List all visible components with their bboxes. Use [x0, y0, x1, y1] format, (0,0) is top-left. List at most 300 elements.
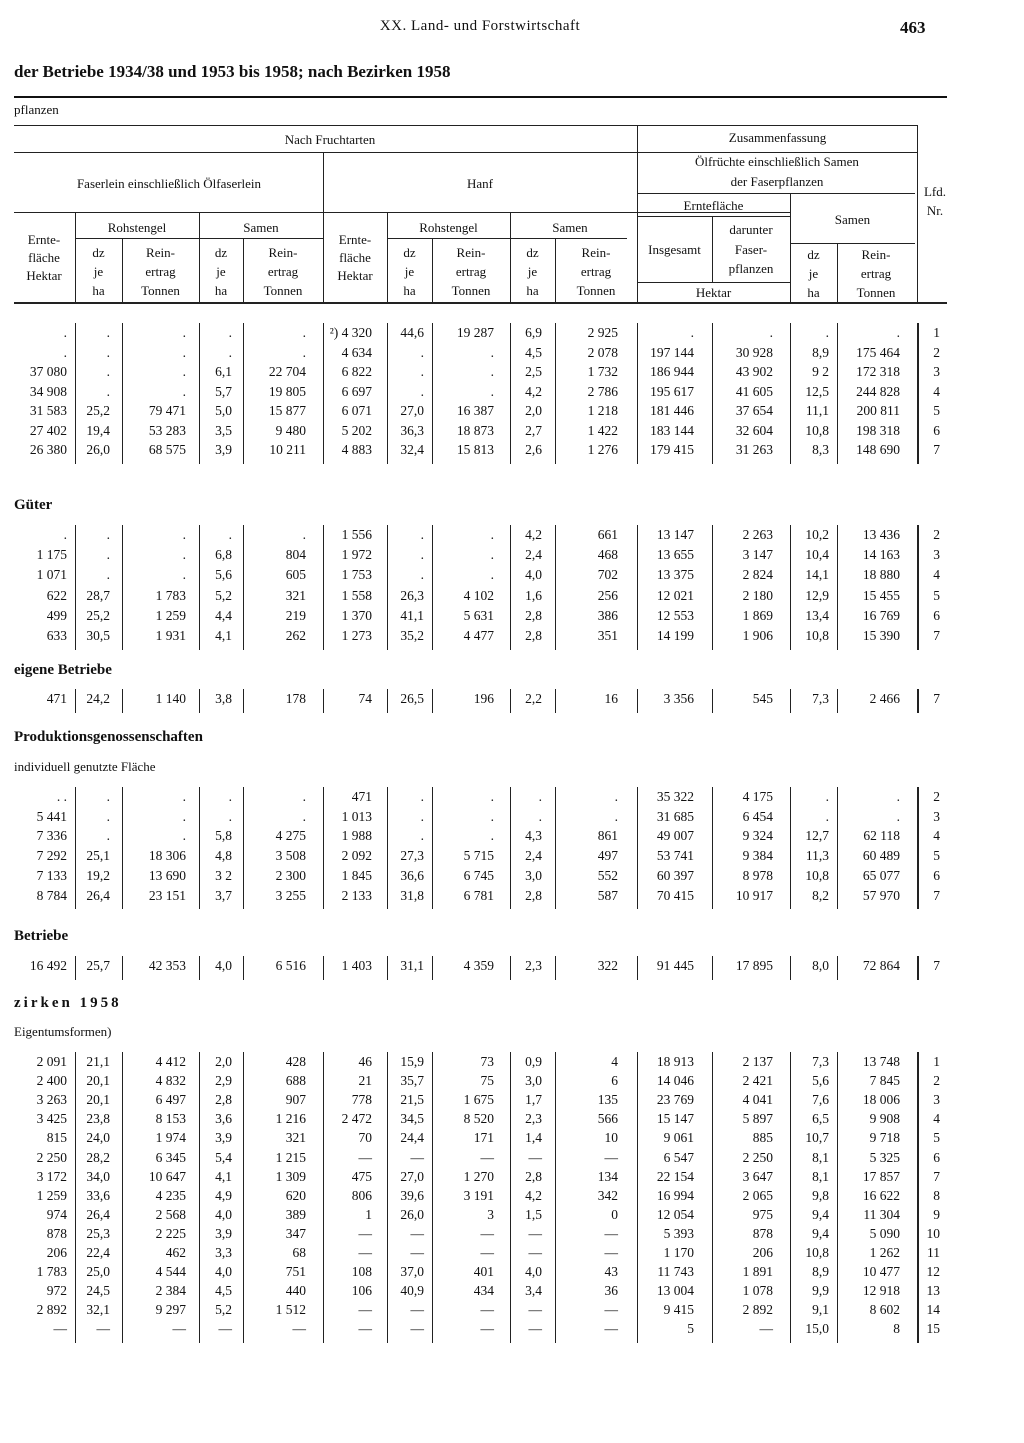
- table-row: [0, 691, 1024, 711]
- table-row: [0, 1092, 1024, 1111]
- header-dz: dz: [214, 245, 228, 260]
- row-number: 12: [926, 1264, 940, 1280]
- table-cell: 2 092: [341, 848, 372, 864]
- table-cell: 4,2: [525, 383, 542, 399]
- table-cell: 2 065: [742, 1187, 773, 1203]
- table-cell: 22,4: [86, 1245, 110, 1260]
- table-cell: .: [63, 527, 67, 542]
- table-cell: 8 978: [742, 867, 773, 883]
- table-cell: 2 892: [742, 1302, 773, 1318]
- table-cell: .: [302, 325, 306, 340]
- table-cell: 3 425: [36, 1111, 67, 1127]
- table-cell: .: [825, 789, 829, 804]
- table-cell: .: [302, 808, 306, 824]
- table-cell: .: [106, 789, 110, 804]
- header-je: je: [93, 264, 104, 279]
- table-row: [0, 1245, 1024, 1264]
- table-cell: 20,1: [86, 1073, 110, 1089]
- table-cell: 3,7: [215, 887, 232, 903]
- table-cell: 1,6: [525, 587, 542, 603]
- table-cell: 2,8: [525, 887, 542, 903]
- row-number: 4: [933, 1111, 940, 1127]
- table-cell: 2,0: [525, 403, 542, 418]
- table-cell: 13 436: [862, 527, 900, 542]
- table-cell: .: [182, 325, 186, 340]
- table-cell: —: [480, 1302, 494, 1318]
- table-cell: .: [106, 808, 110, 824]
- table-cell: 6 547: [663, 1149, 694, 1165]
- table-cell: 25,7: [86, 958, 110, 973]
- table-cell: .: [490, 364, 494, 379]
- table-cell: 2 384: [155, 1283, 186, 1299]
- table-cell: 5 325: [869, 1149, 900, 1165]
- table-cell: 27 402: [29, 422, 67, 438]
- section-title: Güter: [14, 497, 53, 513]
- table-row: [0, 1264, 1024, 1283]
- table-cell: 2 091: [36, 1054, 67, 1069]
- table-cell: 53 283: [148, 422, 186, 438]
- section-title: Produktionsgenossenschaften: [14, 729, 203, 745]
- table-cell: 2,9: [215, 1073, 232, 1089]
- table-cell: 6,5: [812, 1111, 829, 1127]
- table-cell: 8,1: [812, 1149, 829, 1165]
- table-cell: 661: [597, 527, 618, 542]
- table-cell: 8 602: [869, 1302, 900, 1318]
- table-cell: —: [410, 1321, 424, 1337]
- row-number: 2: [933, 344, 940, 360]
- table-cell: 10,8: [805, 628, 829, 643]
- table-cell: 3,5: [215, 422, 232, 438]
- table-cell: —: [410, 1149, 424, 1165]
- table-cell: 171: [473, 1130, 494, 1146]
- table-cell: 6 071: [341, 403, 372, 418]
- table-cell: 14,1: [805, 567, 829, 583]
- table-cell: 1 175: [36, 547, 67, 563]
- table-cell: 9,1: [812, 1302, 829, 1318]
- table-cell: 7 845: [869, 1073, 900, 1089]
- header-ha: ha: [214, 283, 228, 298]
- table-cell: —: [604, 1225, 618, 1241]
- table-cell: 4 832: [155, 1073, 186, 1089]
- table-cell: 9,4: [812, 1225, 829, 1241]
- table-cell: 23 769: [656, 1092, 694, 1108]
- table-cell: .: [490, 828, 494, 844]
- header-zusammenfassung: Zusammenfassung: [728, 130, 827, 145]
- table-cell: 60 397: [656, 867, 694, 883]
- table-cell: 1 309: [275, 1168, 306, 1184]
- table-cell: 31,8: [400, 887, 424, 903]
- header-rein: Rein-: [146, 245, 175, 260]
- table-row: [0, 527, 1024, 547]
- table-cell: 43 902: [735, 364, 773, 379]
- row-number: 13: [926, 1283, 940, 1299]
- table-cell: 2 786: [587, 383, 618, 399]
- table-cell: 1 906: [742, 628, 773, 643]
- table-cell: —: [528, 1149, 542, 1165]
- table-cell: .: [420, 364, 424, 379]
- table-cell: 2 133: [341, 887, 372, 903]
- table-cell: 4,0: [215, 958, 232, 973]
- header-dz: dz: [92, 245, 105, 260]
- table-cell: 3 255: [275, 887, 306, 903]
- table-cell: 322: [597, 958, 618, 973]
- table-cell: 4: [611, 1054, 618, 1069]
- table-cell: 342: [597, 1187, 618, 1203]
- table-cell: 5: [687, 1321, 694, 1337]
- table-cell: 440: [285, 1283, 306, 1299]
- table-cell: 8,0: [812, 958, 829, 973]
- table-cell: 17 895: [735, 958, 773, 973]
- section-title: eigene Betriebe: [14, 662, 112, 678]
- table-cell: .: [420, 808, 424, 824]
- table-cell: 195 617: [650, 383, 694, 399]
- table-cell: 4 175: [742, 789, 773, 804]
- table-cell: 1 170: [663, 1245, 694, 1260]
- table-cell: .: [825, 808, 829, 824]
- table-cell: 3,9: [215, 442, 232, 457]
- table-cell: 18 006: [862, 1092, 900, 1108]
- table-cell: 751: [285, 1264, 306, 1280]
- table-row: [0, 868, 1024, 888]
- table-cell: 7 336: [36, 828, 67, 844]
- table-cell: —: [604, 1302, 618, 1318]
- table-cell: .: [420, 547, 424, 563]
- table-cell: 15,0: [805, 1321, 829, 1337]
- table-cell: 4,0: [215, 1206, 232, 1222]
- table-cell: 1 216: [275, 1111, 306, 1127]
- table-cell: 12 021: [656, 587, 694, 603]
- table-cell: 6,8: [215, 547, 232, 563]
- table-cell: 6 516: [275, 958, 306, 973]
- table-cell: 10,4: [805, 547, 829, 563]
- table-cell: 75: [480, 1073, 494, 1089]
- table-cell: —: [358, 1225, 372, 1241]
- table-cell: .: [302, 527, 306, 542]
- table-row: [0, 547, 1024, 567]
- row-number: 5: [933, 848, 940, 864]
- table-cell: —: [292, 1321, 306, 1337]
- table-cell: 434: [473, 1283, 494, 1299]
- table-cell: .: [228, 789, 232, 804]
- table-cell: 3,9: [215, 1225, 232, 1241]
- header-ertrag: ertrag: [580, 264, 612, 279]
- table-cell: 5 441: [36, 808, 67, 824]
- row-number: 3: [933, 547, 940, 563]
- table-cell: 620: [285, 1187, 306, 1203]
- header-ernteflaeche: Erntefläche: [683, 198, 744, 213]
- table-cell: 3 263: [36, 1092, 67, 1108]
- table-cell: 6 454: [742, 808, 773, 824]
- table-cell: 26,3: [400, 587, 424, 603]
- table-cell: 1 370: [341, 607, 372, 623]
- header-ernte-1: Ernte-: [27, 232, 61, 247]
- table-cell: 2 300: [275, 867, 306, 883]
- table-cell: 18 873: [456, 422, 494, 438]
- table-cell: 35,2: [400, 628, 424, 643]
- table-cell: —: [410, 1225, 424, 1241]
- table-cell: —: [358, 1321, 372, 1337]
- table-cell: 26 380: [29, 442, 67, 457]
- table-cell: —: [604, 1149, 618, 1165]
- table-row: [0, 588, 1024, 608]
- table-row: [0, 828, 1024, 848]
- table-cell: 32,1: [86, 1302, 110, 1318]
- header-je: je: [527, 264, 538, 279]
- row-number: 6: [933, 867, 940, 883]
- table-cell: 12 553: [656, 607, 694, 623]
- table-cell: 41,1: [400, 607, 424, 623]
- table-cell: .: [63, 325, 67, 340]
- table-cell: 2,2: [525, 691, 542, 706]
- table-cell: 2 180: [742, 587, 773, 603]
- table-cell: 10 211: [269, 442, 306, 457]
- table-cell: 633: [46, 628, 67, 643]
- table-cell: 2 400: [36, 1073, 67, 1089]
- table-cell: —: [172, 1321, 186, 1337]
- table-cell: 1 273: [341, 628, 372, 643]
- table-cell: 2 137: [742, 1054, 773, 1069]
- table-cell: 2 466: [869, 691, 900, 706]
- table-cell: —: [759, 1321, 773, 1337]
- table-cell: —: [604, 1245, 618, 1260]
- header-nach-fruchtarten: Nach Fruchtarten: [284, 132, 376, 147]
- table-cell: 4,1: [215, 1168, 232, 1184]
- table-cell: 12 918: [862, 1283, 900, 1299]
- table-cell: .: [182, 383, 186, 399]
- table-cell: 3,4: [525, 1283, 542, 1299]
- table-row: [0, 1169, 1024, 1188]
- table-cell: 175 464: [856, 344, 900, 360]
- table-cell: .: [106, 527, 110, 542]
- table-cell: 27,0: [400, 403, 424, 418]
- row-number: 7: [933, 691, 940, 706]
- table-cell: 25,3: [86, 1225, 110, 1241]
- table-cell: 3: [487, 1206, 494, 1222]
- table-cell: 21,5: [400, 1092, 424, 1108]
- table-cell: 8,2: [812, 887, 829, 903]
- table-cell: —: [53, 1321, 67, 1337]
- table-cell: .: [106, 325, 110, 340]
- header-samen-zusammen: Samen: [834, 212, 871, 227]
- header-ha: ha: [92, 283, 105, 298]
- table-cell: 4,0: [215, 1264, 232, 1280]
- section-subtitle: Eigentumsformen): [14, 1024, 112, 1039]
- table-cell: 30,5: [86, 628, 110, 643]
- table-cell: —: [410, 1302, 424, 1318]
- table-cell: 9,4: [812, 1206, 829, 1222]
- table-cell: 3 508: [275, 848, 306, 864]
- table-cell: 1 869: [742, 607, 773, 623]
- table-cell: 11 304: [863, 1206, 900, 1222]
- table-cell: 42 353: [148, 958, 186, 973]
- table-cell: 4 359: [463, 958, 494, 973]
- table-cell: 4,2: [525, 1187, 542, 1203]
- table-cell: 16 769: [862, 607, 900, 623]
- table-cell: 13,4: [805, 607, 829, 623]
- header-ernte-3: Hektar: [337, 268, 373, 283]
- table-cell: 18 913: [656, 1054, 694, 1069]
- header-ertrag: ertrag: [145, 264, 176, 279]
- table-cell: —: [358, 1149, 372, 1165]
- table-cell: 1 891: [742, 1264, 773, 1280]
- table-cell: 186 944: [650, 364, 694, 379]
- header-samen-faserlein: Samen: [243, 220, 279, 235]
- table-cell: 2 263: [742, 527, 773, 542]
- table-cell: .: [182, 567, 186, 583]
- table-cell: 30 928: [735, 344, 773, 360]
- table-cell: 5,2: [215, 587, 232, 603]
- table-cell: 13 004: [656, 1283, 694, 1299]
- table-cell: 5,2: [215, 1302, 232, 1318]
- table-cell: 2 250: [36, 1149, 67, 1165]
- table-cell: 5 202: [341, 422, 372, 438]
- table-cell: 389: [285, 1206, 306, 1222]
- table-cell: 10,8: [805, 422, 829, 438]
- table-row: [0, 1150, 1024, 1169]
- table-cell: 46: [358, 1054, 372, 1069]
- table-cell: 3,0: [525, 867, 542, 883]
- row-number: 9: [933, 1206, 940, 1222]
- table-cell: —: [480, 1225, 494, 1241]
- table-cell: 70 415: [656, 887, 694, 903]
- table-cell: 4,4: [215, 607, 232, 623]
- table-cell: 13 690: [148, 867, 186, 883]
- table-cell: .: [614, 789, 618, 804]
- table-cell: 2 225: [155, 1225, 186, 1241]
- row-number: 5: [933, 403, 940, 418]
- table-cell: 3,8: [215, 691, 232, 706]
- table-cell: 39,6: [400, 1187, 424, 1203]
- table-cell: 24,0: [86, 1130, 110, 1146]
- table-cell: 321: [285, 1130, 306, 1146]
- table-cell: 8 153: [155, 1111, 186, 1127]
- table-cell: 3 647: [742, 1168, 773, 1184]
- table-row: [0, 442, 1024, 462]
- table-cell: 8,9: [812, 344, 829, 360]
- header-ernte-2: fläche: [339, 250, 371, 265]
- table-cell: 1 988: [341, 828, 372, 844]
- table-cell: 262: [285, 628, 306, 643]
- table-cell: —: [480, 1149, 494, 1165]
- table-cell: 2 078: [587, 344, 618, 360]
- table-cell: —: [528, 1245, 542, 1260]
- table-cell: 27,0: [400, 1168, 424, 1184]
- row-number: 4: [933, 383, 940, 399]
- row-number: 15: [926, 1321, 940, 1337]
- header-je: je: [404, 264, 415, 279]
- row-number: 3: [933, 364, 940, 379]
- table-row: [0, 809, 1024, 829]
- table-cell: 26,0: [86, 442, 110, 457]
- row-number: 11: [927, 1245, 940, 1260]
- table-row: [0, 1226, 1024, 1245]
- table-cell: 2 568: [155, 1206, 186, 1222]
- table-cell: 4,5: [215, 1283, 232, 1299]
- table-cell: 16 622: [862, 1187, 900, 1203]
- table-cell: 6 497: [155, 1092, 186, 1108]
- header-je: je: [216, 264, 226, 279]
- table-cell: 497: [597, 848, 618, 864]
- table-cell: 198 318: [856, 422, 900, 438]
- table-cell: 6,9: [525, 325, 542, 340]
- table-cell: 1 259: [36, 1187, 67, 1203]
- table-cell: 4,1: [215, 628, 232, 643]
- table-cell: 73: [480, 1054, 494, 1069]
- table-cell: 36,6: [400, 867, 424, 883]
- table-cell: 25,1: [86, 848, 110, 864]
- table-cell: 15 455: [862, 587, 900, 603]
- table-cell: 43: [604, 1264, 618, 1280]
- table-cell: 15 390: [862, 628, 900, 643]
- table-cell: 2,0: [215, 1054, 232, 1069]
- table-cell: 907: [285, 1092, 306, 1108]
- header-darunter-2: Faser-: [734, 242, 768, 257]
- header-tonnen: Tonnen: [451, 283, 491, 298]
- row-number: 2: [933, 1073, 940, 1089]
- table-cell: 172 318: [856, 364, 900, 379]
- table-cell: 1 259: [155, 607, 186, 623]
- table-cell: 428: [285, 1054, 306, 1069]
- table-row: [0, 848, 1024, 868]
- table-cell: 5 090: [869, 1225, 900, 1241]
- table-cell: 3,6: [215, 1111, 232, 1127]
- table-cell: 1 270: [463, 1168, 494, 1184]
- table-cell: 8,9: [812, 1264, 829, 1280]
- table-cell: 1,4: [525, 1130, 542, 1146]
- table-cell: 552: [597, 867, 618, 883]
- table-cell: 2,4: [525, 547, 542, 563]
- table-cell: 148 690: [856, 442, 900, 457]
- table-row: [0, 1302, 1024, 1321]
- table-cell: 28,7: [86, 587, 110, 603]
- table-cell: 4,9: [215, 1187, 232, 1203]
- row-number: 8: [933, 1187, 940, 1203]
- table-cell: 108: [351, 1264, 372, 1280]
- table-cell: 499: [46, 607, 67, 623]
- header-tonnen: Tonnen: [141, 283, 180, 298]
- table-cell: 5 715: [463, 848, 494, 864]
- table-cell: 15 147: [656, 1111, 694, 1127]
- header-rohstengel-hanf: Rohstengel: [419, 220, 478, 235]
- header-ertrag: ertrag: [860, 266, 892, 281]
- table-cell: 65 077: [862, 867, 900, 883]
- table-cell: 256: [597, 587, 618, 603]
- section-title: Betriebe: [14, 928, 69, 944]
- table-cell: 10,2: [805, 527, 829, 542]
- table-row: [0, 403, 1024, 423]
- table-cell: 878: [46, 1225, 67, 1241]
- table-cell: 5,6: [215, 567, 232, 583]
- table-cell: 31,1: [400, 958, 424, 973]
- header-ha: ha: [807, 285, 820, 300]
- table-cell: 2,6: [525, 442, 542, 457]
- table-cell: .: [420, 344, 424, 360]
- table-cell: 3 147: [742, 547, 773, 563]
- table-cell: .: [106, 344, 110, 360]
- table-cell: 7 292: [36, 848, 67, 864]
- table-cell: —: [528, 1321, 542, 1337]
- table-cell: 15 813: [456, 442, 494, 457]
- table-cell: 2 925: [587, 325, 618, 340]
- table-cell: 1 512: [275, 1302, 306, 1318]
- table-cell: 972: [46, 1283, 67, 1299]
- table-cell: 1: [365, 1206, 372, 1222]
- table-cell: 35 322: [656, 789, 694, 804]
- table-cell: 9,8: [812, 1187, 829, 1203]
- row-number: 6: [933, 422, 940, 438]
- header-rein: Rein-: [268, 245, 298, 260]
- table-cell: 7,3: [812, 691, 829, 706]
